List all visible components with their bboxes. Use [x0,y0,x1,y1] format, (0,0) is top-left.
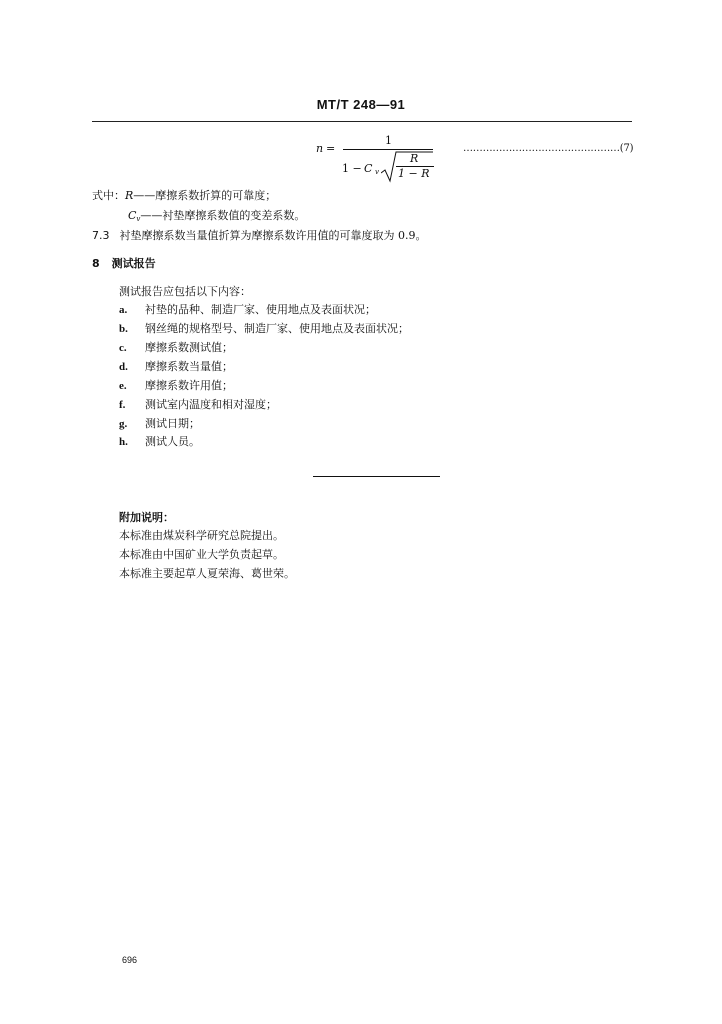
section-number: 8 [92,257,100,270]
list-item [119,433,200,449]
formula-denominator-prefix: 1 − [342,162,362,175]
page-number: 696 [122,955,138,965]
list-letter: a. [119,304,128,316]
notes-title: 附加说明： [119,511,174,524]
list-item [119,396,277,412]
list-text: 测试日期； [145,417,200,430]
list-letter: g. [119,418,128,430]
list-text: 摩擦系数当量值； [145,360,233,373]
list-item [119,377,233,393]
where-cv-line [128,207,305,223]
where-prefix: 式中： [92,189,125,202]
list-text: 测试室内温度和相对湿度； [145,398,277,411]
list-letter: e. [119,380,127,392]
list-item [119,301,376,317]
header-rule [92,121,632,122]
formula-coefficient: C [364,162,373,175]
fraction-bar [343,149,433,150]
list-text: 衬垫的品种、制造厂家、使用地点及表面状况； [145,303,376,316]
list-text: 测试人员。 [145,435,200,448]
standard-code-header: MT/T 248—91 [316,97,406,112]
section-8-heading [92,255,156,271]
formula-7 [314,133,674,185]
where-cv-desc: ——衬垫摩擦系数值的变差系数。 [140,209,306,222]
list-letter: h. [119,436,128,448]
notes-line: 本标准由煤炭科学研究总院提出。 [119,529,284,542]
where-r-line [92,187,276,203]
where-r-desc: ——摩擦系数折算的可靠度； [133,189,277,202]
report-intro: 测试报告应包括以下内容： [119,285,251,298]
notes-line: 本标准主要起草人夏荣海、葛世荣。 [119,567,295,580]
list-letter: c. [119,342,127,354]
list-item [119,320,409,336]
where-r-symbol: R [125,189,134,202]
list-item [119,339,233,355]
where-cv-symbol: C [128,209,137,222]
clause-text: 衬垫摩擦系数当量值折算为摩擦系数许用值的可靠度取为 0.9。 [119,229,427,242]
formula-numerator: 1 [385,134,392,147]
formula-leader-number: …………………………………………(7) [463,143,634,154]
list-item [119,358,233,374]
list-item [119,415,200,431]
formula-coefficient-subscript: v [375,168,379,176]
notes-line: 本标准由中国矿业大学负责起草。 [119,548,284,561]
list-text: 钢丝绳的规格型号、制造厂家、使用地点及表面状况； [145,322,409,335]
clause-7-3 [92,227,427,243]
where-cv-subscript: v [136,215,141,223]
list-letter: f. [119,399,126,411]
list-letter: d. [119,361,128,373]
formula-lhs: n [316,142,324,155]
list-letter: b. [119,323,128,335]
list-text: 摩擦系数测试值； [145,341,233,354]
list-text: 摩擦系数许用值； [145,379,233,392]
end-of-text-rule [313,476,440,477]
sqrt-numerator: R [410,152,419,165]
section-title: 测试报告 [111,257,156,270]
formula-equals: = [326,142,336,155]
sqrt-denominator: 1 − R [398,167,430,180]
clause-number: 7.3 [92,229,110,242]
